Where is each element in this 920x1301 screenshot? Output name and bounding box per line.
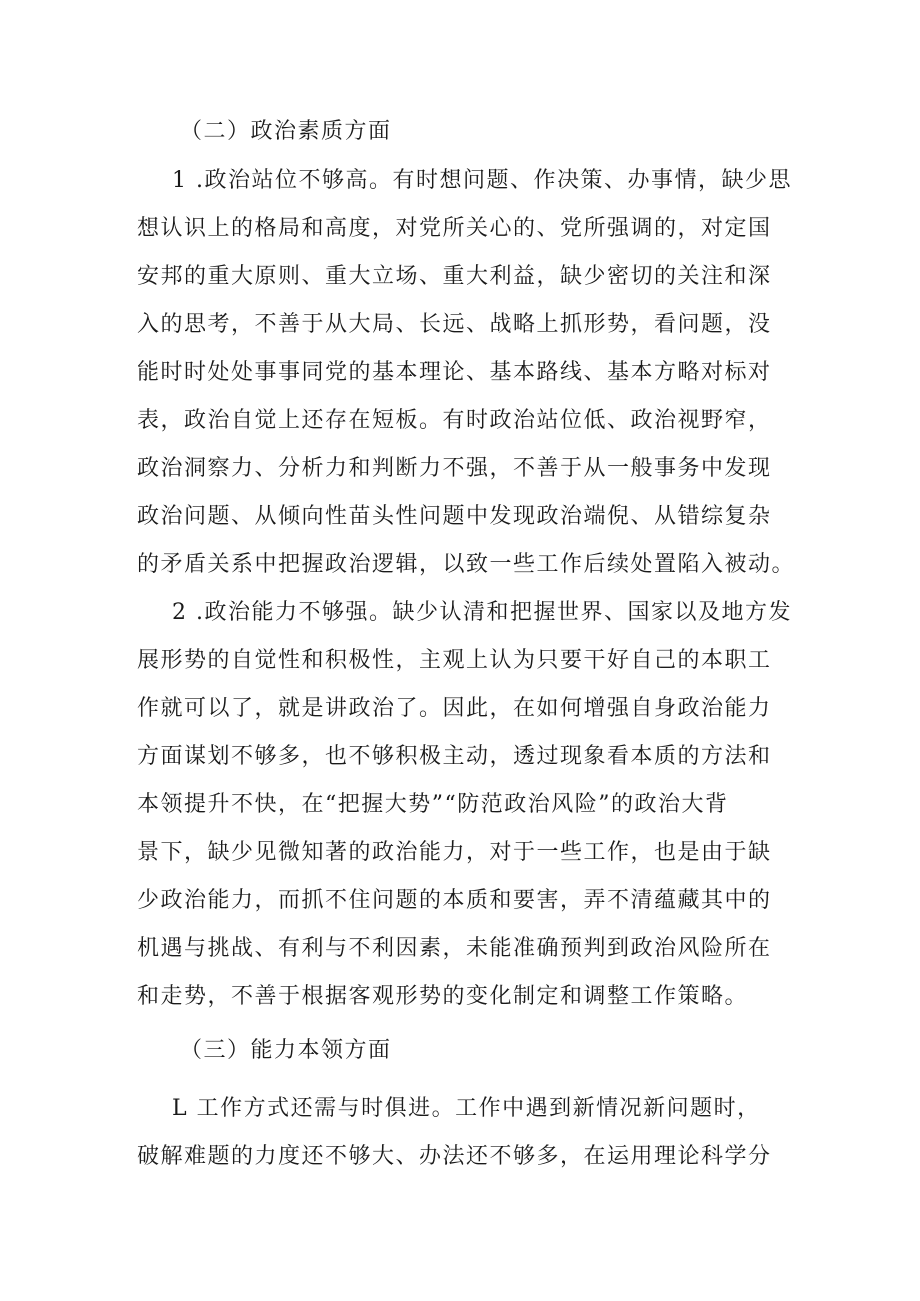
paragraph-line: 入的思考，不善于从大局、长远、战略上抓形势，看问题，没 (137, 312, 772, 337)
paragraph-line: 景下，缺少见微知著的政治能力，对于一些工作，也是由于缺 (137, 840, 772, 865)
paragraph-line: 展形势的自觉性和积极性，主观上认为只要干好自己的本职工 (137, 648, 772, 673)
paragraph-line: 方面谋划不够多，也不够积极主动，透过现象看本质的方法和 (137, 744, 772, 769)
paragraph-line: 和走势，不善于根据客观形势的变化制定和调整工作策略。 (137, 984, 749, 1009)
paragraph-line: 安邦的重大原则、重大立场、重大利益，缺少密切的关注和深 (137, 264, 772, 289)
section-heading-ability-skills: （三）能力本领方面 (180, 1038, 392, 1063)
paragraph-line: 机遇与挑战、有利与不利因素，未能准确预判到政治风险所在 (137, 936, 772, 961)
paragraph-line: 的矛盾关系中把握政治逻辑，以致一些工作后续处置陷入被动。 (137, 552, 796, 577)
paragraph-line: 政治洞察力、分析力和判断力不强，不善于从一般事务中发现 (137, 456, 772, 481)
paragraph-line: 作就可以了，就是讲政治了。因此，在如何增强自身政治能力 (137, 696, 772, 721)
paragraph-line: 2 .政治能力不够强。缺少认清和把握世界、国家以及地方发 (172, 600, 792, 625)
section-heading-political-quality: （二）政治素质方面 (180, 119, 392, 144)
paragraph-line: 政治问题、从倾向性苗头性问题中发现政治端倪、从错综复杂 (137, 504, 772, 529)
paragraph-line: 1 .政治站位不够高。有时想问题、作决策、办事情，缺少思 (172, 168, 792, 193)
paragraph-line: L 工作方式还需与时俱进。工作中遇到新情况新问题时， (172, 1096, 761, 1121)
paragraph-line: 少政治能力，而抓不住问题的本质和要害，弄不清蕴藏其中的 (137, 888, 772, 913)
paragraph-line: 想认识上的格局和高度，对党所关心的、党所强调的，对定国 (137, 216, 772, 241)
paragraph-line: 能时时处处事事同党的基本理论、基本路线、基本方略对标对 (137, 360, 772, 385)
paragraph-line: 破解难题的力度还不够大、办法还不够多，在运用理论科学分 (137, 1144, 772, 1169)
paragraph-line: 本领提升不快，在“把握大势”“防范政治风险”的政治大背 (137, 792, 729, 817)
paragraph-line: 表，政治自觉上还存在短板。有时政治站位低、政治视野窄， (137, 408, 772, 433)
